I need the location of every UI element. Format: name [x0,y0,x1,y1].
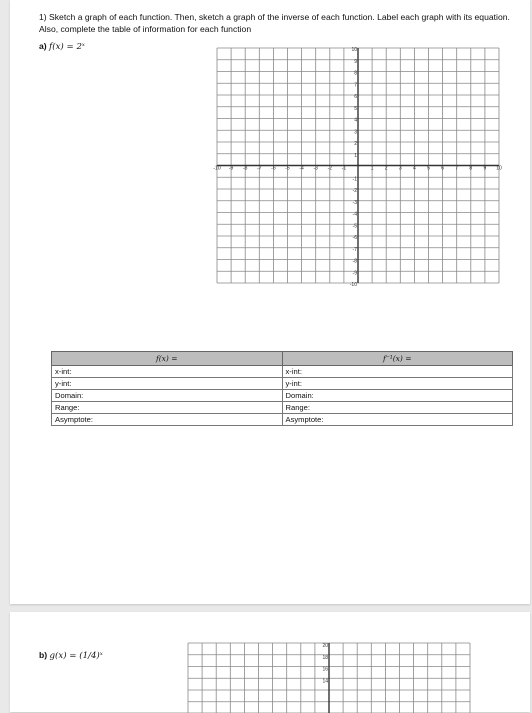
y-tick-label: 4 [354,117,357,124]
x-tick-label: 4 [413,165,416,172]
x-tick-label: 10 [496,165,502,172]
table-header-f-inverse: f⁻¹(x) = [282,352,513,366]
x-tick-label: 1 [370,165,374,172]
y-tick-label: 14 [322,678,328,685]
y-tick-label: -6 [352,235,357,241]
y-tick-label: 6 [354,94,357,100]
y-tick-label: 9 [354,58,357,65]
y-tick-label: 1 [354,152,357,159]
table-row [52,366,513,378]
table-row [52,402,513,414]
table-row [52,414,513,426]
y-tick-label: 10 [351,47,357,53]
table-cell-right[interactable]: Range: [282,402,513,414]
y-tick-label: 7 [354,82,357,89]
part-b-label [39,650,103,661]
worksheet-page-2 [10,612,530,712]
x-tick-label: -6 [271,165,276,172]
grid-b-svg [188,643,470,713]
y-tick-label: 18 [322,654,328,661]
y-tick-label: -7 [352,246,357,253]
x-tick-label: -10 [213,165,221,172]
table-cell-left[interactable]: Domain: [52,390,283,402]
y-tick-label: -2 [352,188,357,194]
coordinate-grid-b[interactable] [188,643,470,713]
x-tick-label: -9 [228,165,234,172]
table-cell-left[interactable]: Asymptote: [52,414,283,426]
table-header-f: f(x) = [52,352,283,366]
table-cell-left[interactable]: y-int: [52,378,283,390]
y-tick-label: 8 [354,70,357,77]
table-cell-left[interactable]: x-int: [52,366,283,378]
y-tick-label: 16 [322,666,328,673]
x-tick-label: 5 [427,165,430,172]
x-tick-label: -8 [242,165,248,172]
x-tick-label: -4 [299,165,304,172]
x-tick-label: -3 [313,165,318,172]
table-cell-right[interactable]: x-int: [282,366,513,378]
table-row [52,378,513,390]
y-tick-label: -3 [352,199,357,206]
x-tick-label: 3 [398,165,402,172]
y-tick-label: 20 [322,643,328,649]
y-tick-label: 5 [354,105,357,112]
y-tick-label: -10 [349,282,357,288]
x-tick-label: 9 [483,165,487,172]
table-cell-left[interactable]: Range: [52,402,283,414]
x-tick-label: -5 [285,165,290,172]
y-tick-label: 2 [354,141,357,147]
table-cell-right[interactable]: Asymptote: [282,414,513,426]
y-tick-label: -9 [352,270,357,277]
table-row [52,390,513,402]
question-instructions: 1) Sketch a graph of each function. Then, sketch a graph of the inverse of each function. Label each graph with its equation. Also, complete the table of information for each function [39,12,510,34]
table-cell-right[interactable]: Domain: [282,390,513,402]
coordinate-grid-a[interactable] [213,47,502,288]
x-tick-label: 7 [455,165,459,172]
function-info-table [51,351,513,426]
x-tick-label: 6 [441,165,444,172]
x-tick-label: 8 [469,165,473,172]
y-tick-label: -1 [352,176,357,183]
table-cell-right[interactable]: y-int: [282,378,513,390]
x-tick-label: -7 [257,165,262,172]
x-tick-label: 2 [384,165,388,172]
grid-a-svg [213,47,502,288]
x-tick-label: -2 [327,165,333,172]
y-tick-label: -5 [352,223,357,230]
worksheet-page [10,0,530,604]
part-a-label [39,41,85,52]
x-tick-label: -1 [341,165,347,172]
y-tick-label: -4 [352,211,357,218]
part-a-letter: a) [39,41,47,51]
y-tick-label: 3 [354,129,357,136]
y-tick-label: -8 [352,258,357,265]
part-b-function: g(x) = (1/4)ˣ [49,651,103,661]
part-b-letter: b) [39,650,48,660]
part-a-function: f(x) = 2ˣ [49,42,85,52]
